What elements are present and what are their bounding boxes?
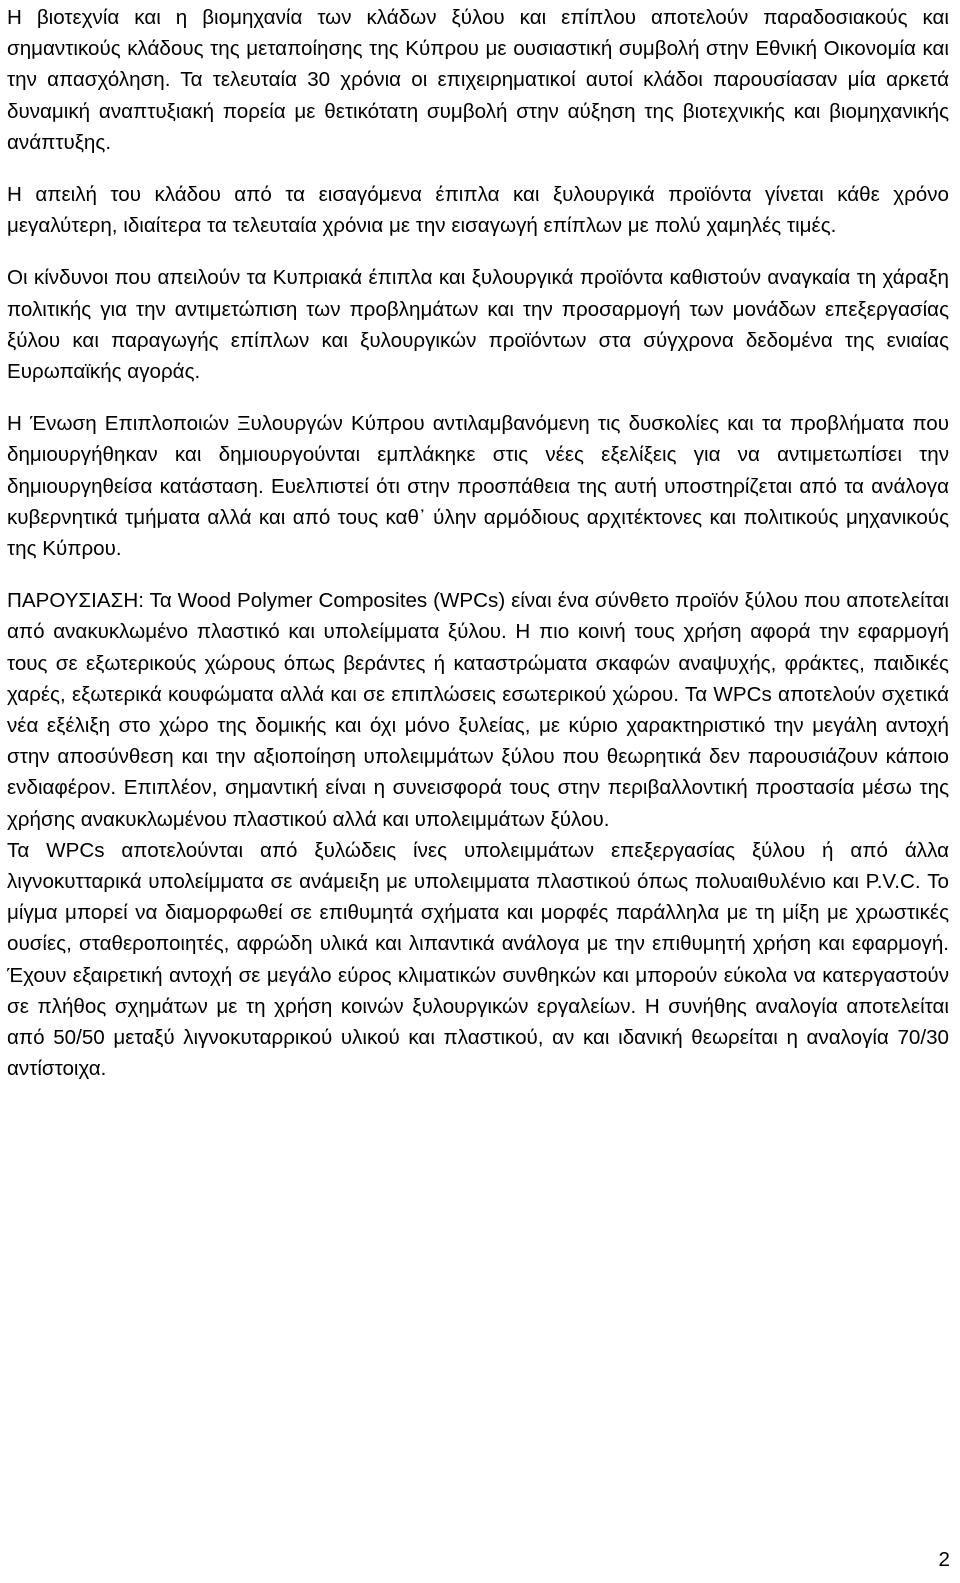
page-number: 2 (938, 1548, 950, 1571)
paragraph-wpc-composition: Τα WPCs αποτελούνται από ξυλώδεις ίνες υπολειμμάτων επεξεργασίας ξύλου ή από άλλα λιγνοκυτταρικά υπολείμματα σε ανάμειξη με υπολειμματα πλαστικού όπως πολυαιθυλένιο και P.V.C. Το μίγμα μπορεί να διαμορφωθεί σε επιθυμητά σχήματα και μορφές παράλληλα με τη μίξη με χρωστικές ουσίες, σταθεροποιητές, αφρώδη υλικά και λιπαντικά ανάλογα με την επιθυμητή χρήση και εφαρμογή. Έχουν εξαιρετική αντοχή σε μεγάλο εύρος κλιματικών συνθηκών και μπορούν εύκολα να κατεργαστούν σε πλήθος σχημάτων με τη χρήση κοινών ξυλουργικών εργαλείων. Η συνήθης αναλογία αποτελείται από 50/50 μεταξύ λιγνοκυταρρικού υλικού και πλαστικού, αν και ιδανική θεωρείται η αναλογία 70/30 αντίστοιχα. (7, 838, 949, 1081)
paragraph-policy-need: Οι κίνδυνοι που απειλούν τα Κυπριακά έπιπλα και ξυλουργικά προϊόντα καθιστούν αναγκαία τη χάραξη πολιτικής για την αντιμετώπιση των προβλημάτων και την προσαρμογή των μονάδων επεξεργασίας ξύλου και παραγωγής επίπλων και ξυλουργικών προϊόντων στα σύγχρονα δεδομένα της ενιαίας Ευρωπαϊκής αγοράς. (7, 266, 949, 384)
document-page (7, 2, 949, 1085)
paragraph-import-threat: Η απειλή του κλάδου από τα εισαγόμενα έπιπλα και ξυλουργικά προϊόντα γίνεται κάθε χρόνο μεγαλύτερη, ιδιαίτερα τα τελευταία χρόνια με την εισαγωγή επίπλων με πολύ χαμηλές τιμές. (7, 183, 949, 238)
paragraph-intro: Η βιοτεχνία και η βιομηχανία των κλάδων ξύλου και επίπλου αποτελούν παραδοσιακούς και σημαντικούς κλάδους της μεταποίησης της Κύπρου με ουσιαστική συμβολή στην Εθνική Οικονομία και την απασχόληση. Τα τελευταία 30 χρόνια οι επιχειρηματικοί αυτοί κλάδοι παρουσίασαν μία αρκετά δυναμική αναπτυξιακή πορεία με θετικότατη συμβολή στην αύξηση της βιοτεχνικής και βιομηχανικής ανάπτυξης. (7, 6, 949, 154)
paragraph-wpc-presentation: ΠΑΡΟΥΣΙΑΣΗ: Τα Wood Polymer Composites (WPCs) είναι ένα σύνθετο προϊόν ξύλου που αποτελείται από ανακυκλωμένο πλαστικό και υπολείμματα ξύλου. Η πιο κοινή τους χρήση αφορά την εφαρμογή τους σε εξωτερικούς χώρους όπως βεράντες ή καταστρώματα σκαφών αναψυχής, φράκτες, παιδικές χαρές, εξωτερικά κουφώματα αλλά και σε επιπλώσεις εσωτερικού χώρου. Τα WPCs αποτελούν σχετικά νέα εξέλιξη στο χώρο της δομικής και όχι μόνο ξυλείας, με κύριο χαρακτηριστικό την μεγάλη αντοχή στην αποσύνθεση και την αξιοποίηση υπολειμμάτων ξύλου που θεωρητικά δεν παρουσιάζουν κάποιο ενδιαφέρον. Επιπλέον, σημαντική είναι η συνεισφορά τους στην περιβαλλοντική προστασία μέσω της χρήσης ανακυκλωμένου πλαστικού αλλά και υπολειμμάτων ξύλου. (7, 589, 949, 831)
paragraph-union-involvement: Η Ένωση Επιπλοποιών Ξυλουργών Κύπρου αντιλαμβανόμενη τις δυσκολίες και τα προβλήματα που δημιουργήθηκαν και δημιουργούνται εμπλάκηκε στις νέες εξελίξεις για να αντιμετωπίσει την δημιουργηθείσα κατάσταση. Ευελπιστεί ότι στην προσπάθεια της αυτή υποστηρίζεται από τα ανάλογα κυβερνητικά τμήματα αλλά και από τους καθ᾽ ύλην αρμόδιους αρχιτέκτονες και πολιτικούς μηχανικούς της Κύπρου. (7, 412, 949, 561)
